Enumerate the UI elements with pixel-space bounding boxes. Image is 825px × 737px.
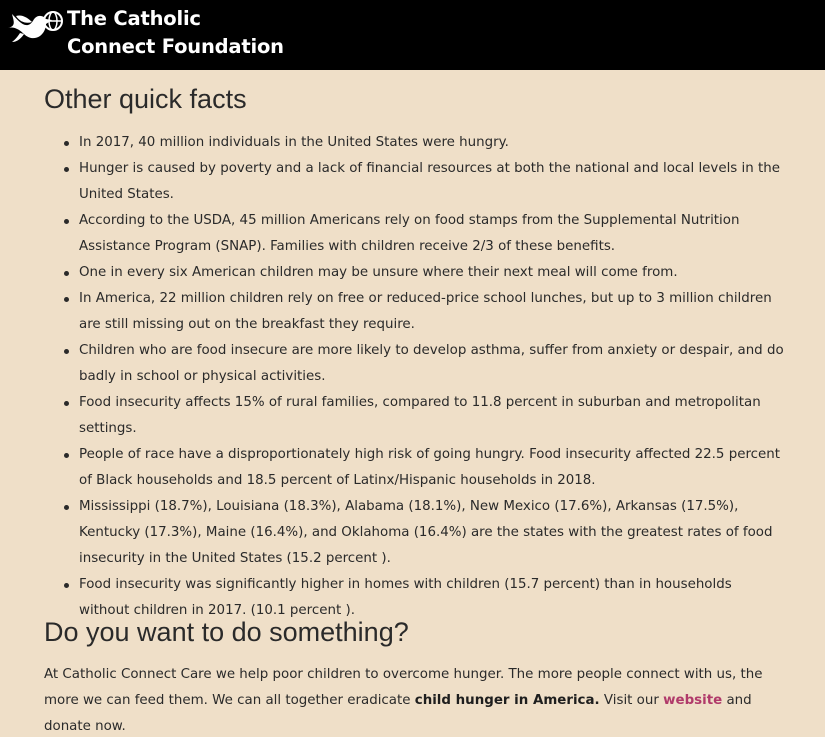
list-item: Food insecurity was significantly higher in homes with children (15.7 percent) than in households without children in 2017. (10.1 percent ).	[79, 572, 785, 624]
cta-text-1: At Catholic Connect Care we help poor children to overcome hunger. The more people connect with us, the more we can feed them. We can all together eradicate	[44, 667, 763, 708]
facts-list	[44, 130, 785, 624]
list-item: In 2017, 40 million individuals in the United States were hungry.	[79, 130, 785, 156]
list-item: People of race have a disproportionately high risk of going hungry. Food insecurity affected 22.5 percent of Black households and 18.5 percent of Latinx/Hispanic households in 2018.	[79, 442, 785, 494]
facts-heading: Other quick facts	[44, 84, 247, 114]
cta-bold-text: child hunger in America.	[414, 693, 600, 708]
cta-text-3: and donate now.	[44, 693, 752, 734]
brand-line-1: The Catholic	[67, 7, 201, 30]
brand-line-2: Connect Foundation	[67, 35, 284, 58]
list-item: Hunger is caused by poverty and a lack of financial resources at both the national and local levels in the United States.	[79, 156, 785, 208]
list-item: According to the USDA, 45 million Americans rely on food stamps from the Supplemental Nutrition Assistance Program (SNAP). Families with children receive 2/3 of these benefits.	[79, 208, 785, 260]
cta-text-2: Visit our	[599, 693, 664, 708]
website-link[interactable]: website	[663, 693, 723, 708]
list-item: In America, 22 million children rely on free or reduced-price school lunches, but up to 3 million children are still missing out on the breakfast they require.	[79, 286, 785, 338]
list-item: Food insecurity affects 15% of rural families, compared to 11.8 percent in suburban and metropolitan settings.	[79, 390, 785, 442]
list-item: Children who are food insecure are more likely to develop asthma, suffer from anxiety or despair, and do badly in school or physical activities.	[79, 338, 785, 390]
brand-name[interactable]	[67, 5, 284, 61]
cta-paragraph	[44, 662, 784, 737]
list-item: Mississippi (18.7%), Louisiana (18.3%), Alabama (18.1%), New Mexico (17.6%), Arkansas (17.5%), Kentucky (17.3%), Maine (16.4%), and Oklahoma (16.4%) are the states with the greatest rates of food insecurity in the United States (15.2 percent ).	[79, 494, 785, 572]
site-header	[0, 0, 825, 70]
dove-globe-icon[interactable]	[6, 6, 64, 46]
cta-heading: Do you want to do something?	[44, 617, 409, 647]
list-item: One in every six American children may be unsure where their next meal will come from.	[79, 260, 785, 286]
